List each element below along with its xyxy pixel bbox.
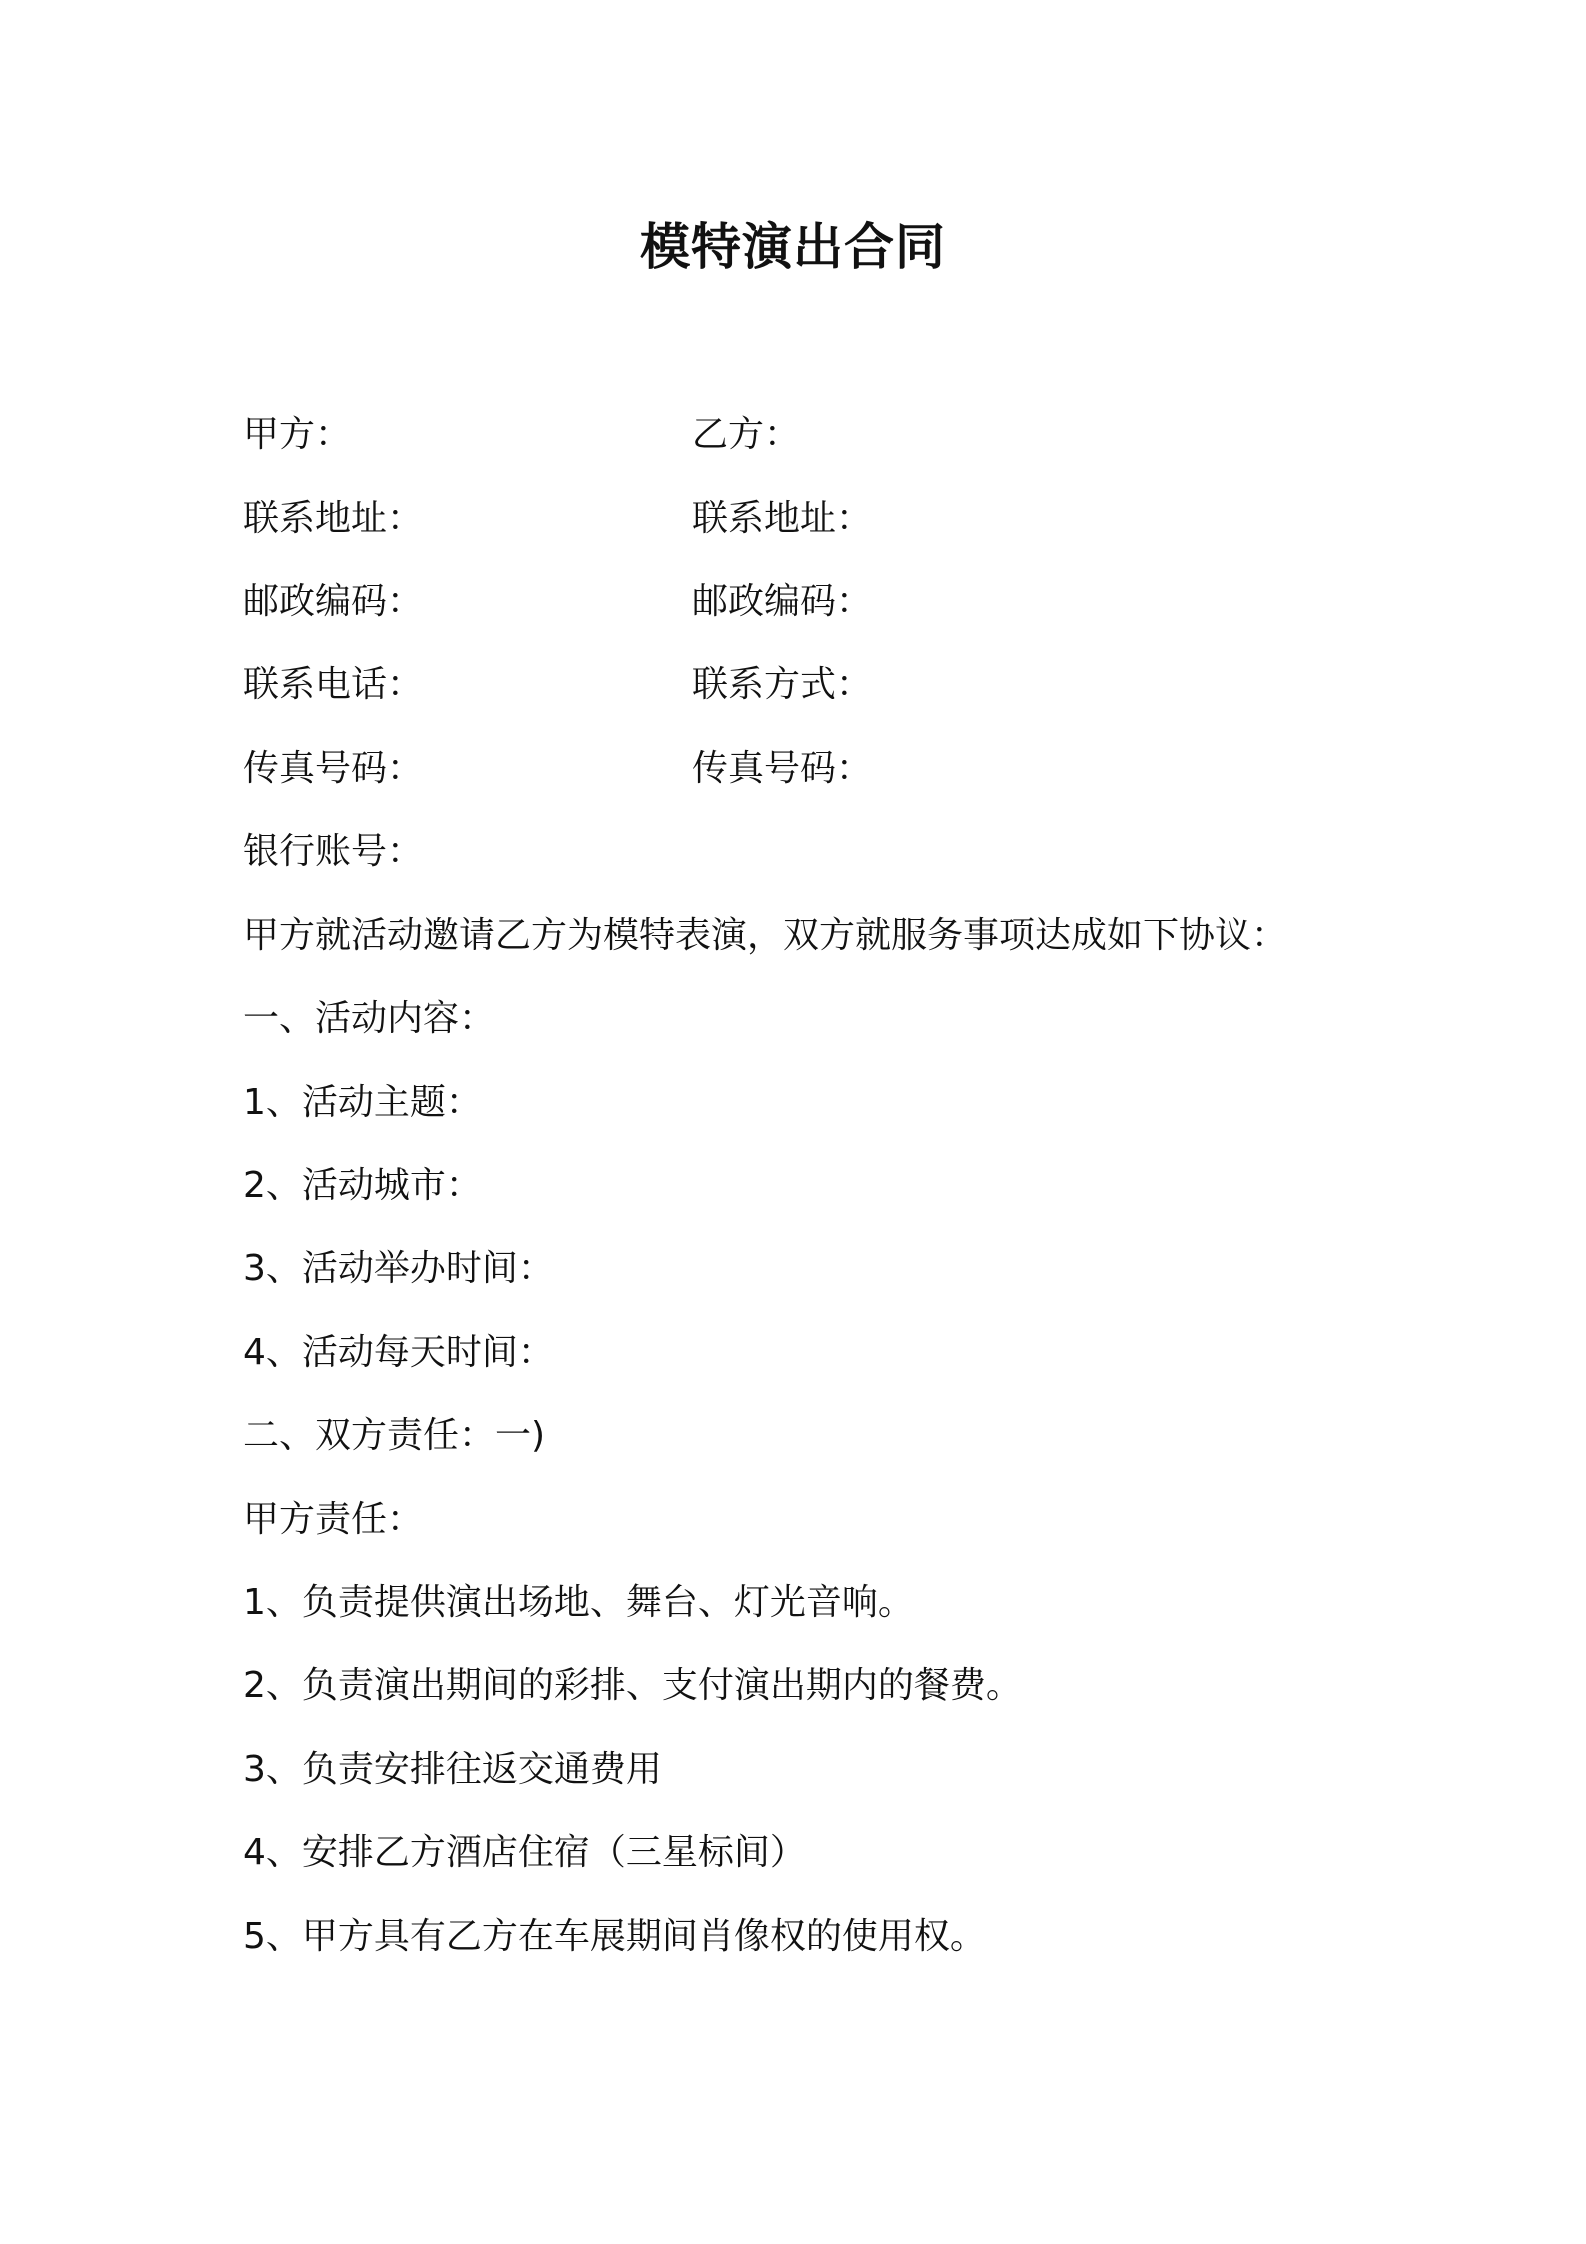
party-a-bank-account-label: 银行账号： bbox=[243, 831, 424, 872]
document-title: 模特演出合同 bbox=[640, 218, 946, 276]
section-heading-activity: 一、活动内容： bbox=[243, 998, 496, 1039]
responsibility-item: 5、甲方具有乙方在车展期间肖像权的使用权。 bbox=[243, 1916, 986, 1957]
party-a-address-label: 联系地址： bbox=[243, 498, 424, 539]
responsibility-item: 4、安排乙方酒店住宿（三星标间） bbox=[243, 1832, 806, 1873]
party-b-fax-label: 传真号码： bbox=[692, 748, 873, 789]
party-a-phone-label: 联系电话： bbox=[243, 664, 424, 705]
agreement-intro: 甲方就活动邀请乙方为模特表演，双方就服务事项达成如下协议： bbox=[243, 915, 1288, 956]
party-a-fax-label: 传真号码： bbox=[243, 748, 424, 789]
party-a-responsibilities-heading: 甲方责任： bbox=[243, 1499, 424, 1540]
party-a-name-label: 甲方： bbox=[243, 414, 352, 455]
activity-item: 4、活动每天时间： bbox=[243, 1332, 554, 1373]
section-heading-responsibilities: 二、双方责任：一) bbox=[243, 1415, 546, 1456]
party-b-contact-label: 联系方式： bbox=[692, 664, 873, 705]
activity-item: 3、活动举办时间： bbox=[243, 1248, 554, 1289]
responsibility-item: 3、负责安排往返交通费用 bbox=[243, 1749, 662, 1790]
responsibility-item: 2、负责演出期间的彩排、支付演出期内的餐费。 bbox=[243, 1665, 1022, 1706]
party-a-postcode-label: 邮政编码： bbox=[243, 581, 424, 622]
activity-item: 2、活动城市： bbox=[243, 1165, 482, 1206]
party-b-address-label: 联系地址： bbox=[692, 498, 873, 539]
activity-item: 1、活动主题： bbox=[243, 1082, 482, 1123]
party-b-postcode-label: 邮政编码： bbox=[692, 581, 873, 622]
responsibility-item: 1、负责提供演出场地、舞台、灯光音响。 bbox=[243, 1582, 914, 1623]
party-b-name-label: 乙方： bbox=[692, 414, 801, 455]
